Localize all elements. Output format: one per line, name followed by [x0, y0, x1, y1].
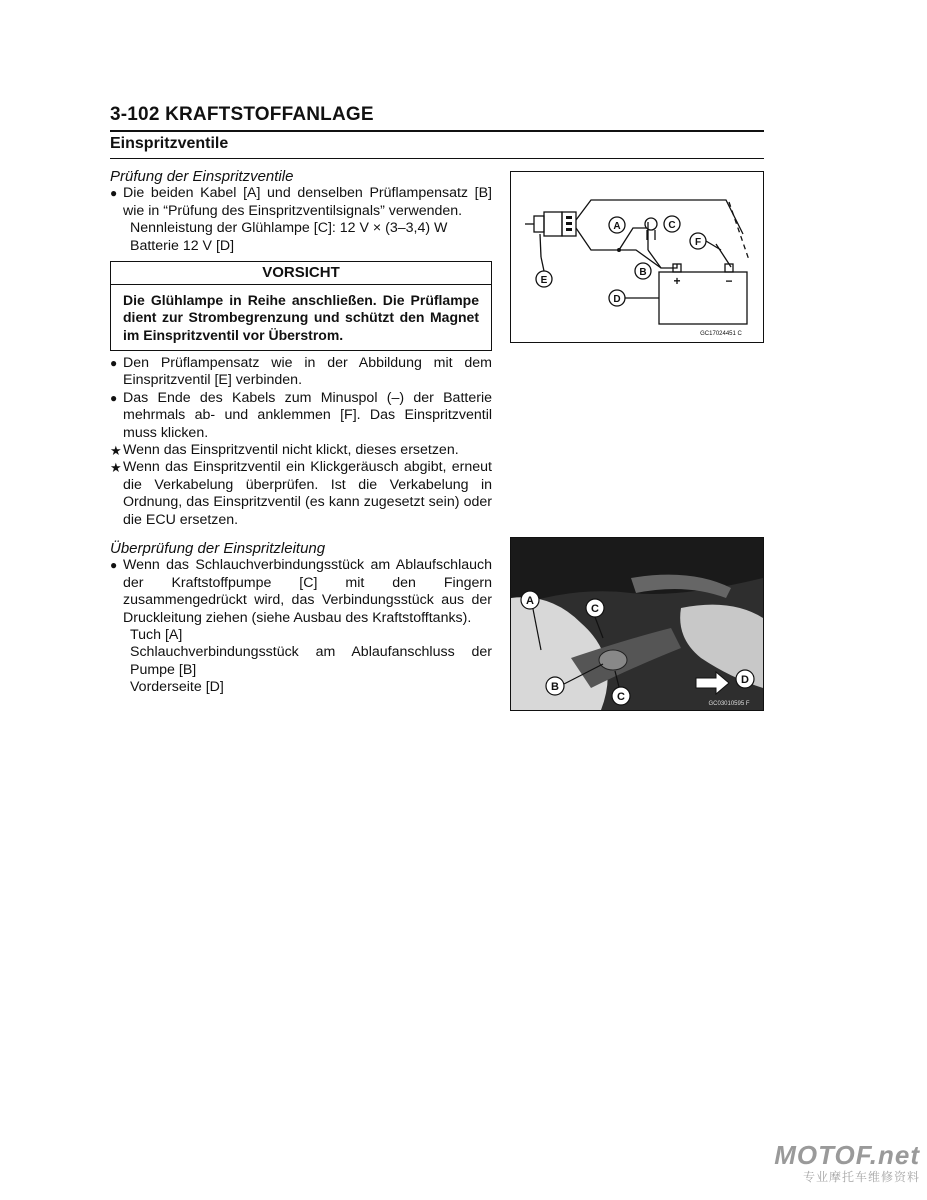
legend-connector: Schlauchverbindungsstück am Ablaufanschluss der Pumpe [B]: [130, 644, 492, 678]
list-item: [110, 557, 492, 627]
photo-label-c-top: C: [591, 603, 599, 615]
item-text: Den Prüflampensatz wie in der Abbildung mit dem Einspritzventil [E] verbinden.: [123, 355, 492, 389]
hose-connector-photo: [511, 538, 763, 710]
item-text: Wenn das Einspritzventil ein Klickgeräusch abgibt, erneut die Verkabelung überprüfen. Ist die Verkabelung in Ordnung, das Einspritzventil (es kann zugesetzt sein) oder die ECU ersetzen.: [123, 459, 492, 528]
caution-box: [110, 261, 492, 351]
watermark: [760, 1140, 920, 1185]
label-c: C: [668, 220, 676, 231]
label-f: F: [694, 237, 702, 248]
photo-label-d: D: [741, 674, 749, 686]
section-rule: [110, 158, 764, 159]
list-item: [110, 442, 492, 459]
star-icon: ★: [110, 443, 122, 459]
item-text: Wenn das Schlauchverbindungsstück am Ablaufschlauch der Kraftstoffpumpe [C] mit den Fingern zusammengedrückt wird, das Verbindungsstück aus der Druckleitung ziehen (siehe Ausbau des Kraftstofftanks).: [123, 557, 492, 626]
injector-body: [544, 212, 562, 236]
label-e: E: [540, 275, 548, 286]
photo-label-b: B: [551, 681, 559, 693]
section-title: Einspritzventile: [110, 135, 229, 152]
legend-cloth: Tuch [A]: [130, 627, 183, 644]
battery-plus-label: +: [673, 274, 681, 288]
legend-front: Vorderseite [D]: [130, 679, 224, 696]
spec-bulb: Nennleistung der Glühlampe [C]: 12 V × (3–3,4) W: [130, 220, 448, 237]
caution-heading: VORSICHT: [111, 262, 491, 285]
photo-code: GC03010595 F: [708, 701, 750, 707]
watermark-subtitle: 专业摩托车维修资料: [802, 1170, 920, 1184]
text-block-procedure: [110, 355, 492, 529]
bulb-symbol: [645, 218, 657, 230]
bullet-icon: ●: [110, 390, 118, 405]
photo-label-a: A: [526, 595, 534, 607]
photo-label-c-bottom: C: [617, 691, 625, 703]
subheading-injector-test: Prüfung der Einspritzventile: [110, 168, 294, 185]
bullet-icon: ●: [110, 356, 118, 370]
spec-battery: Batterie 12 V [D]: [130, 237, 235, 254]
wiring-diagram-figure: [510, 171, 764, 343]
label-d: D: [613, 294, 621, 305]
battery-symbol: [659, 272, 747, 324]
list-item: [110, 459, 492, 529]
item-text: Die beiden Kabel [A] und denselben Prüflampensatz [B] wie in “Prüfung des Einspritzventilsignals” verwenden.: [123, 185, 492, 219]
injector-nozzle: [534, 216, 544, 232]
figure-code: GC17024451 C: [700, 331, 742, 337]
star-icon: ★: [110, 460, 122, 476]
title-rule: [110, 130, 764, 132]
item-text: Wenn das Einspritzventil nicht klickt, dieses ersetzen.: [123, 442, 459, 459]
battery-minus-terminal: [725, 264, 733, 272]
text-block-injector-test: [110, 168, 492, 255]
wiring-diagram: [511, 172, 763, 342]
bullet-icon: ●: [110, 558, 118, 573]
list-item: [110, 355, 492, 390]
text-block-line-check: [110, 540, 492, 697]
list-item: [110, 390, 492, 442]
caution-text: Die Glühlampe in Reihe anschließen. Die Prüflampe dient zur Strombegrenzung und schützt den Magnet im Einspritzventil vor Überstrom.: [123, 292, 479, 343]
page-title: 3-102 KRAFTSTOFFANLAGE: [110, 104, 374, 125]
subheading-line-check: Überprüfung der Einspritzleitung: [110, 540, 326, 557]
item-text: Das Ende des Kabels zum Minuspol (–) der Batterie mehrmals ab- und anklemmen [F]. Das Einspritzventil muss klicken.: [123, 389, 492, 441]
watermark-brand: MOTOF.net: [774, 1140, 920, 1170]
battery-minus-label: −: [725, 274, 733, 288]
label-a: A: [613, 221, 621, 232]
list-item: [110, 185, 492, 220]
photo-figure: [510, 537, 764, 711]
label-b: B: [639, 267, 647, 278]
bullet-icon: ●: [110, 186, 118, 201]
